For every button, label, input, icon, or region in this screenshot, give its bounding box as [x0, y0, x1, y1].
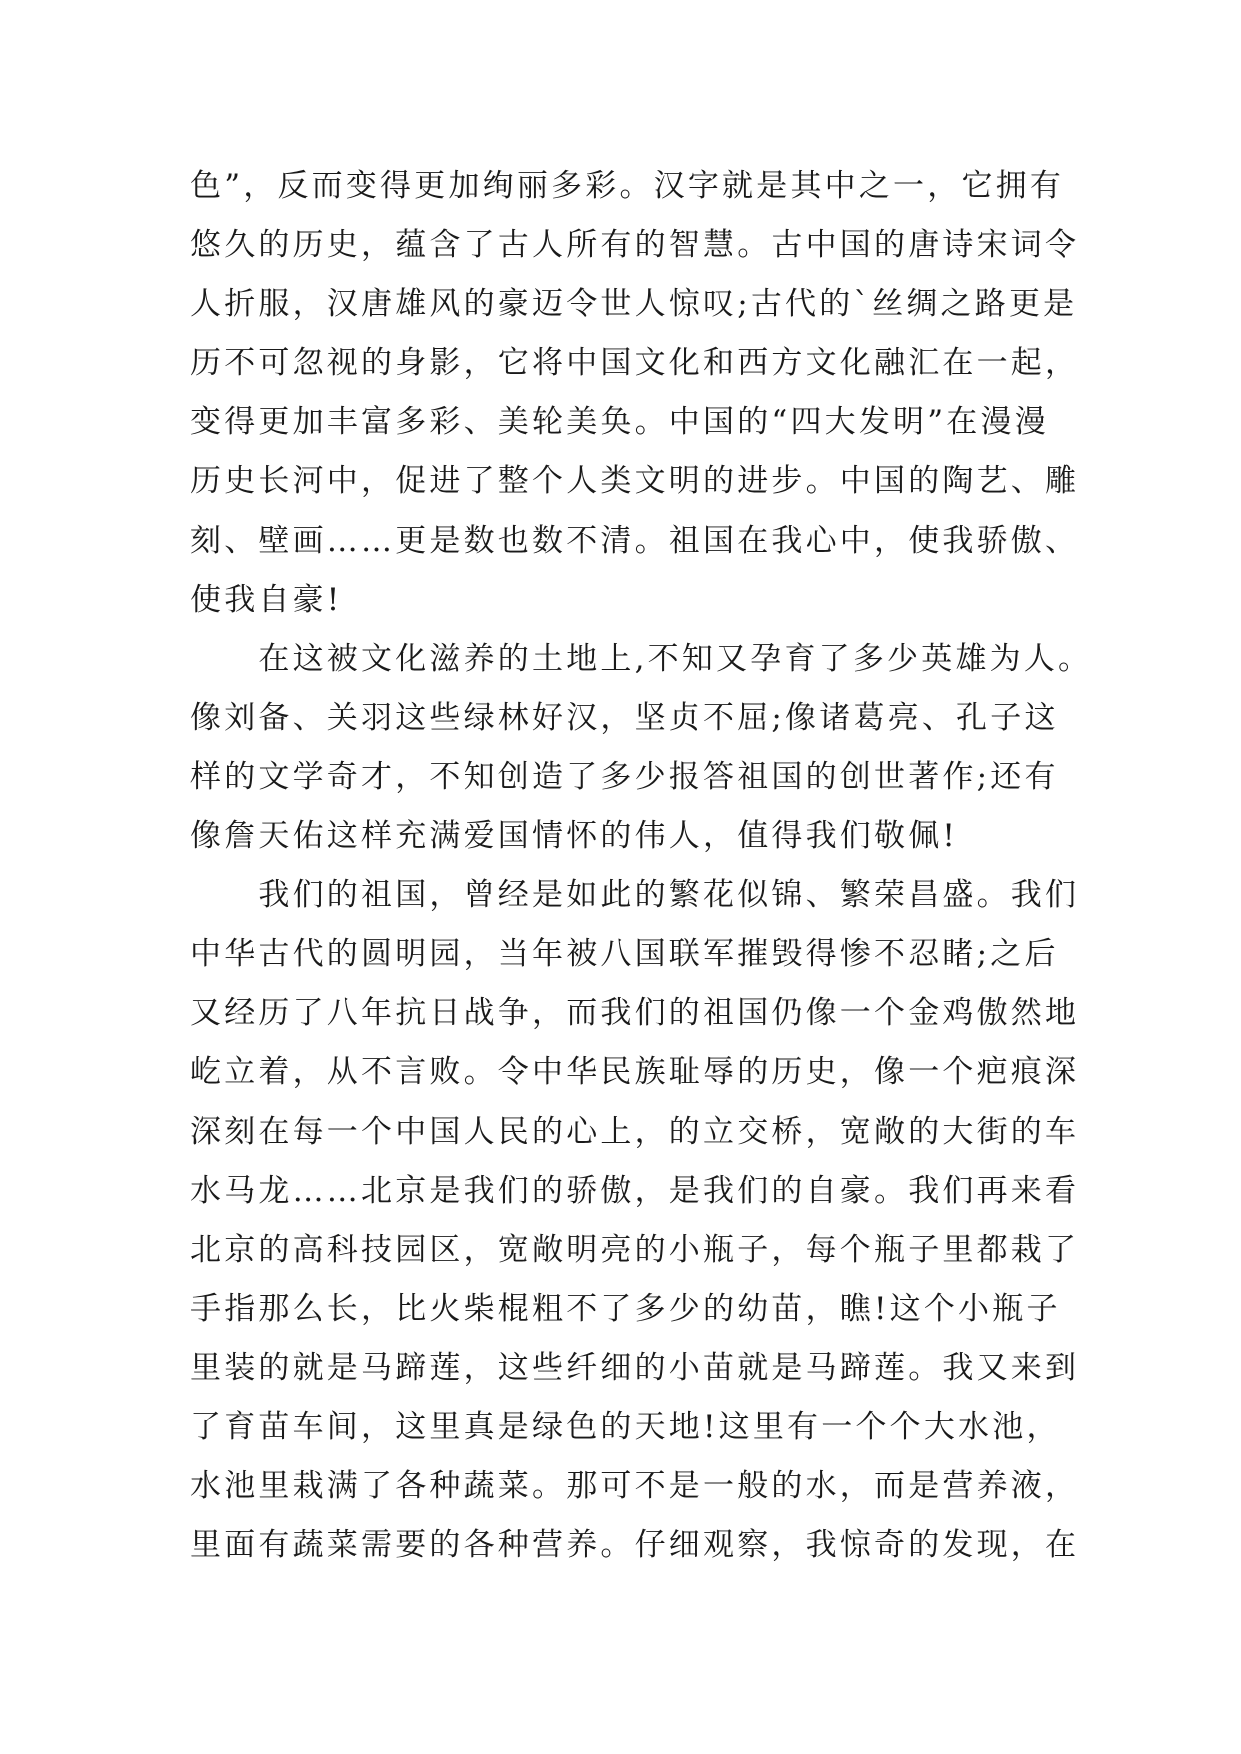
paragraph-first-line: 我们的祖国，曾经是如此的繁花似锦、繁荣昌盛。我们: [190, 877, 1080, 914]
text-line: 历不可忽视的身影，它将中国文化和西方文化融汇在一起，: [190, 345, 1080, 382]
paragraph-first-line: 在这被文化滋养的土地上,不知又孕育了多少英雄为人。: [190, 640, 1093, 677]
text-line: 人折服，汉唐雄风的豪迈令世人惊叹;古代的`丝绸之路更是: [190, 286, 1078, 323]
text-line: 使我自豪!: [190, 581, 343, 618]
text-line: 了育苗车间，这里真是绿色的天地!这里有一个个大水池，: [190, 1408, 1061, 1445]
text-line: 手指那么长，比火柴棍粗不了多少的幼苗，瞧!这个小瓶子: [190, 1290, 1061, 1327]
text-line: 水马龙……北京是我们的骄傲，是我们的自豪。我们再来看: [190, 1172, 1080, 1209]
text-line: 样的文学奇才，不知创造了多少报答祖国的创世著作;还有: [190, 758, 1059, 795]
text-line: 色”，反而变得更加绚丽多彩。汉字就是其中之一，它拥有: [190, 168, 1065, 204]
text-line: 悠久的历史，蕴含了古人所有的智慧。古中国的唐诗宋词令: [190, 227, 1080, 264]
text-line: 又经历了八年抗日战争，而我们的祖国仍像一个金鸡傲然地: [190, 995, 1080, 1032]
text-line: 像詹天佑这样充满爱国情怀的伟人，值得我们敬佩!: [190, 818, 959, 855]
text-line: 北京的高科技园区，宽敞明亮的小瓶子，每个瓶子里都栽了: [190, 1231, 1080, 1268]
text-line: 刻、壁画……更是数也数不清。祖国在我心中，使我骄傲、: [190, 522, 1080, 559]
text-line: 水池里栽满了各种蔬菜。那可不是一般的水，而是营养液，: [190, 1468, 1080, 1505]
text-line: 中华古代的圆明园，当年被八国联军摧毁得惨不忍睹;之后: [190, 936, 1059, 973]
text-line: 像刘备、关羽这些绿林好汉，坚贞不屈;像诸葛亮、孔子这: [190, 699, 1059, 736]
text-line: 历史长河中，促进了整个人类文明的进步。中国的陶艺、雕: [190, 463, 1080, 500]
text-line: 里装的就是马蹄莲，这些纤细的小苗就是马蹄莲。我又来到: [190, 1349, 1080, 1386]
text-line: 屹立着，从不言败。令中华民族耻辱的历史，像一个疤痕深: [190, 1054, 1080, 1091]
text-line: 里面有蔬菜需要的各种营养。仔细观察，我惊奇的发现，在: [190, 1527, 1080, 1564]
body-text: [190, 157, 1093, 1575]
text-line: 深刻在每一个中国人民的心上，的立交桥，宽敞的大街的车: [190, 1113, 1080, 1150]
text-line: 变得更加丰富多彩、美轮美奂。中国的“四大发明”在漫漫: [190, 404, 1049, 441]
